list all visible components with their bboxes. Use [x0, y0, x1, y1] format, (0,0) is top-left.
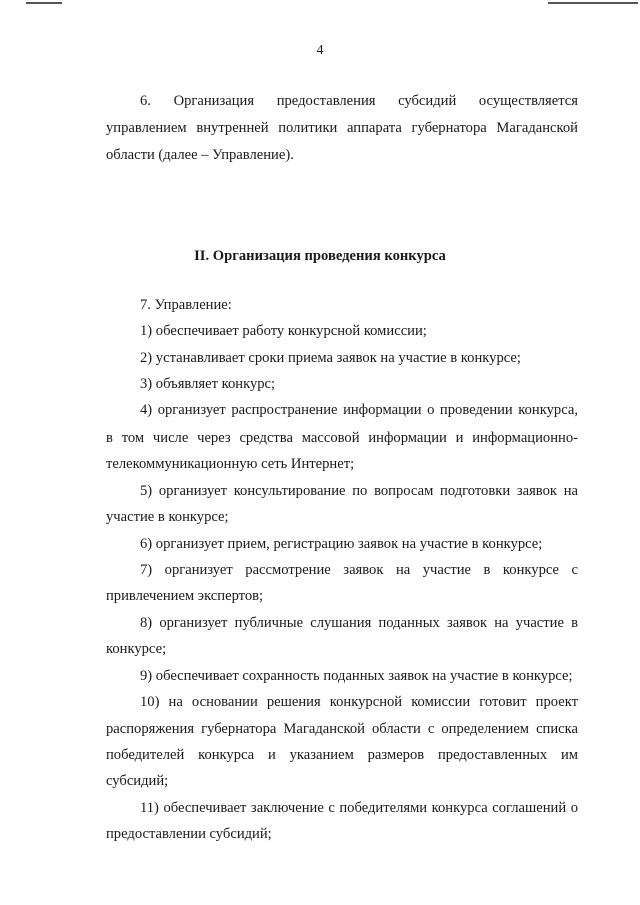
body-line: участие в конкурсе; [106, 509, 229, 525]
body-line: 10) на основании решения конкурсной комиссии готовит проект [140, 694, 578, 710]
body-line: 6) организует прием, регистрацию заявок на участие в конкурсе; [140, 536, 543, 552]
scan-edge-mark-left [26, 2, 62, 4]
body-line: привлечением экспертов; [106, 588, 264, 604]
body-line: 4) организует распространение информации о проведении конкурса, [140, 402, 578, 418]
paragraph-6-line-2: управлением внутренней политики аппарата губернатора Магаданской [106, 120, 578, 136]
body-line: 7) организует рассмотрение заявок на участие в конкурсе с [140, 562, 578, 578]
body-line: в том числе через средства массовой информации и информационно- [106, 430, 578, 446]
body-line: предоставлении субсидий; [106, 826, 272, 842]
body-line: победителей конкурса и указанием размеров предоставленных им [106, 747, 578, 763]
body-line: 11) обеспечивает заключение с победителями конкурса соглашений о [140, 800, 578, 816]
body-line: 8) организует публичные слушания поданных заявок на участие в [140, 615, 578, 631]
scan-edge-mark-right [548, 2, 638, 4]
section-heading: II. Организация проведения конкурса [194, 248, 446, 264]
body-line: 9) обеспечивает сохранность поданных заявок на участие в конкурсе; [140, 668, 573, 684]
page-number: 4 [316, 43, 324, 58]
body-line: 5) организует консультирование по вопросам подготовки заявок на [140, 483, 578, 499]
body-line: телекоммуникационную сеть Интернет; [106, 456, 355, 472]
body-line: 2) устанавливает сроки приема заявок на участие в конкурсе; [140, 350, 521, 366]
paragraph-6-line-3: области (далее – Управление). [106, 147, 294, 163]
body-line: распоряжения губернатора Магаданской области с определением списка [106, 721, 578, 737]
body-line: конкурсе; [106, 641, 167, 657]
body-line: субсидий; [106, 773, 169, 789]
body-line: 1) обеспечивает работу конкурсной комиссии; [140, 323, 427, 339]
body-line: 3) объявляет конкурс; [140, 376, 276, 392]
body-line: 7. Управление: [140, 297, 232, 313]
paragraph-6-line-1: 6. Организация предоставления субсидий осуществляется [140, 93, 578, 109]
